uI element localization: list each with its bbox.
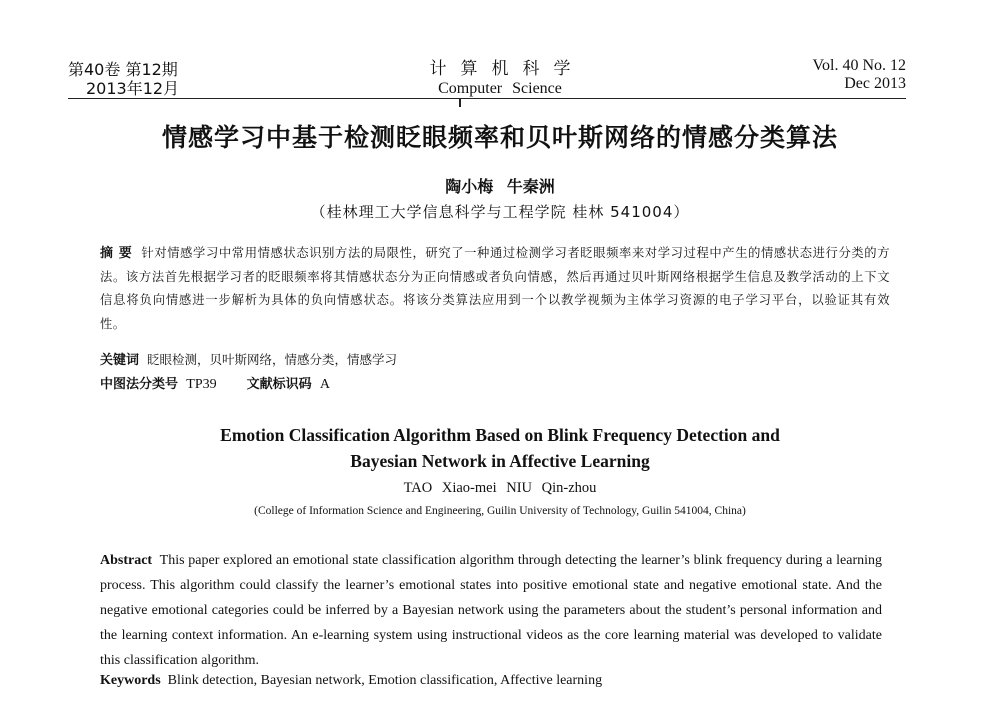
abstract-en-label: Abstract (100, 553, 153, 568)
volume-cn: 第40卷 第12期 (68, 60, 178, 79)
keywords-cn-text: 眨眼检测，贝叶斯网络，情感分类，情感学习 (146, 352, 397, 367)
abstract-cn (100, 242, 890, 336)
header-rule (68, 98, 906, 99)
keywords-cn (100, 349, 397, 368)
header-volume-en (813, 57, 907, 93)
paper-title-en (0, 422, 1000, 474)
keywords-cn-label: 关键词 (100, 353, 140, 368)
header-volume-info (68, 60, 179, 98)
authors-en: TAO Xiao-mei NIU Qin-zhou (403, 480, 597, 496)
abstract-en-text: This paper explored an emotional state classification algorithm through detecting the learner’s blink frequency during a learning process. This algorithm could classify the learner’s emotional states into positive emotional state and negative emotional state. And the negative emotional categories could be inferred by a Bayesian network using the parameters about the student’s personal information and the learning context information. An e-learning system using instructional videos as the core learning material was developed to validate this classification algorithm. (100, 553, 883, 668)
affiliation-cn: （桂林理工大学信息科学与工程学院 桂林 541004） (310, 203, 690, 221)
keywords-en (100, 673, 602, 689)
abstract-cn-label: 摘 要 (100, 246, 133, 261)
authors-cn: 陶小梅 牛秦洲 (445, 177, 555, 196)
date-en: Dec 2013 (844, 75, 906, 92)
header-rule-mark (459, 99, 461, 107)
date-cn: 2013年12月 (86, 79, 180, 98)
clc-value: TP39 (186, 377, 217, 392)
header-journal (380, 58, 620, 98)
journal-name-en: Computer Science (438, 80, 562, 97)
doc-code-label: 文献标识码 (246, 377, 312, 392)
paper-title-cn: 情感学习中基于检测眨眼频率和贝叶斯网络的情感分类算法 (161, 123, 838, 152)
abstract-cn-text: 针对情感学习中常用情感状态识别方法的局限性，研究了一种通过检测学习者眨眼频率来对学习过程中产生的情感状态进行分类的方法。该方法首先根据学习者的眨眼频率将其情感状态分为正向情感或者负向情感，然后再通过贝叶斯网络根据学生信息及教学活动的上下文信息将负向情感进一步解析为具体的负向情感状态。将该分类算法应用到一个以教学视频为主体学习资源的电子学习平台，以验证其有效性。 (100, 246, 890, 331)
abstract-en (100, 548, 882, 673)
journal-name-cn: 计算机科学 (429, 59, 585, 79)
title-en-line1: Emotion Classification Algorithm Based on Blink Frequency Detection and (220, 425, 780, 445)
keywords-en-text: Blink detection, Bayesian network, Emotion classification, Affective learning (167, 673, 603, 688)
affiliation-en: (College of Information Science and Engineering, Guilin University of Technology, Guilin 541004, China) (254, 505, 746, 517)
clc-label: 中图法分类号 (100, 377, 179, 392)
volume-en: Vol. 40 No. 12 (812, 57, 906, 74)
classification-cn (100, 373, 330, 393)
keywords-en-label: Keywords (100, 673, 161, 688)
doc-code-value: A (319, 377, 331, 392)
title-en-line2: Bayesian Network in Affective Learning (350, 451, 650, 471)
